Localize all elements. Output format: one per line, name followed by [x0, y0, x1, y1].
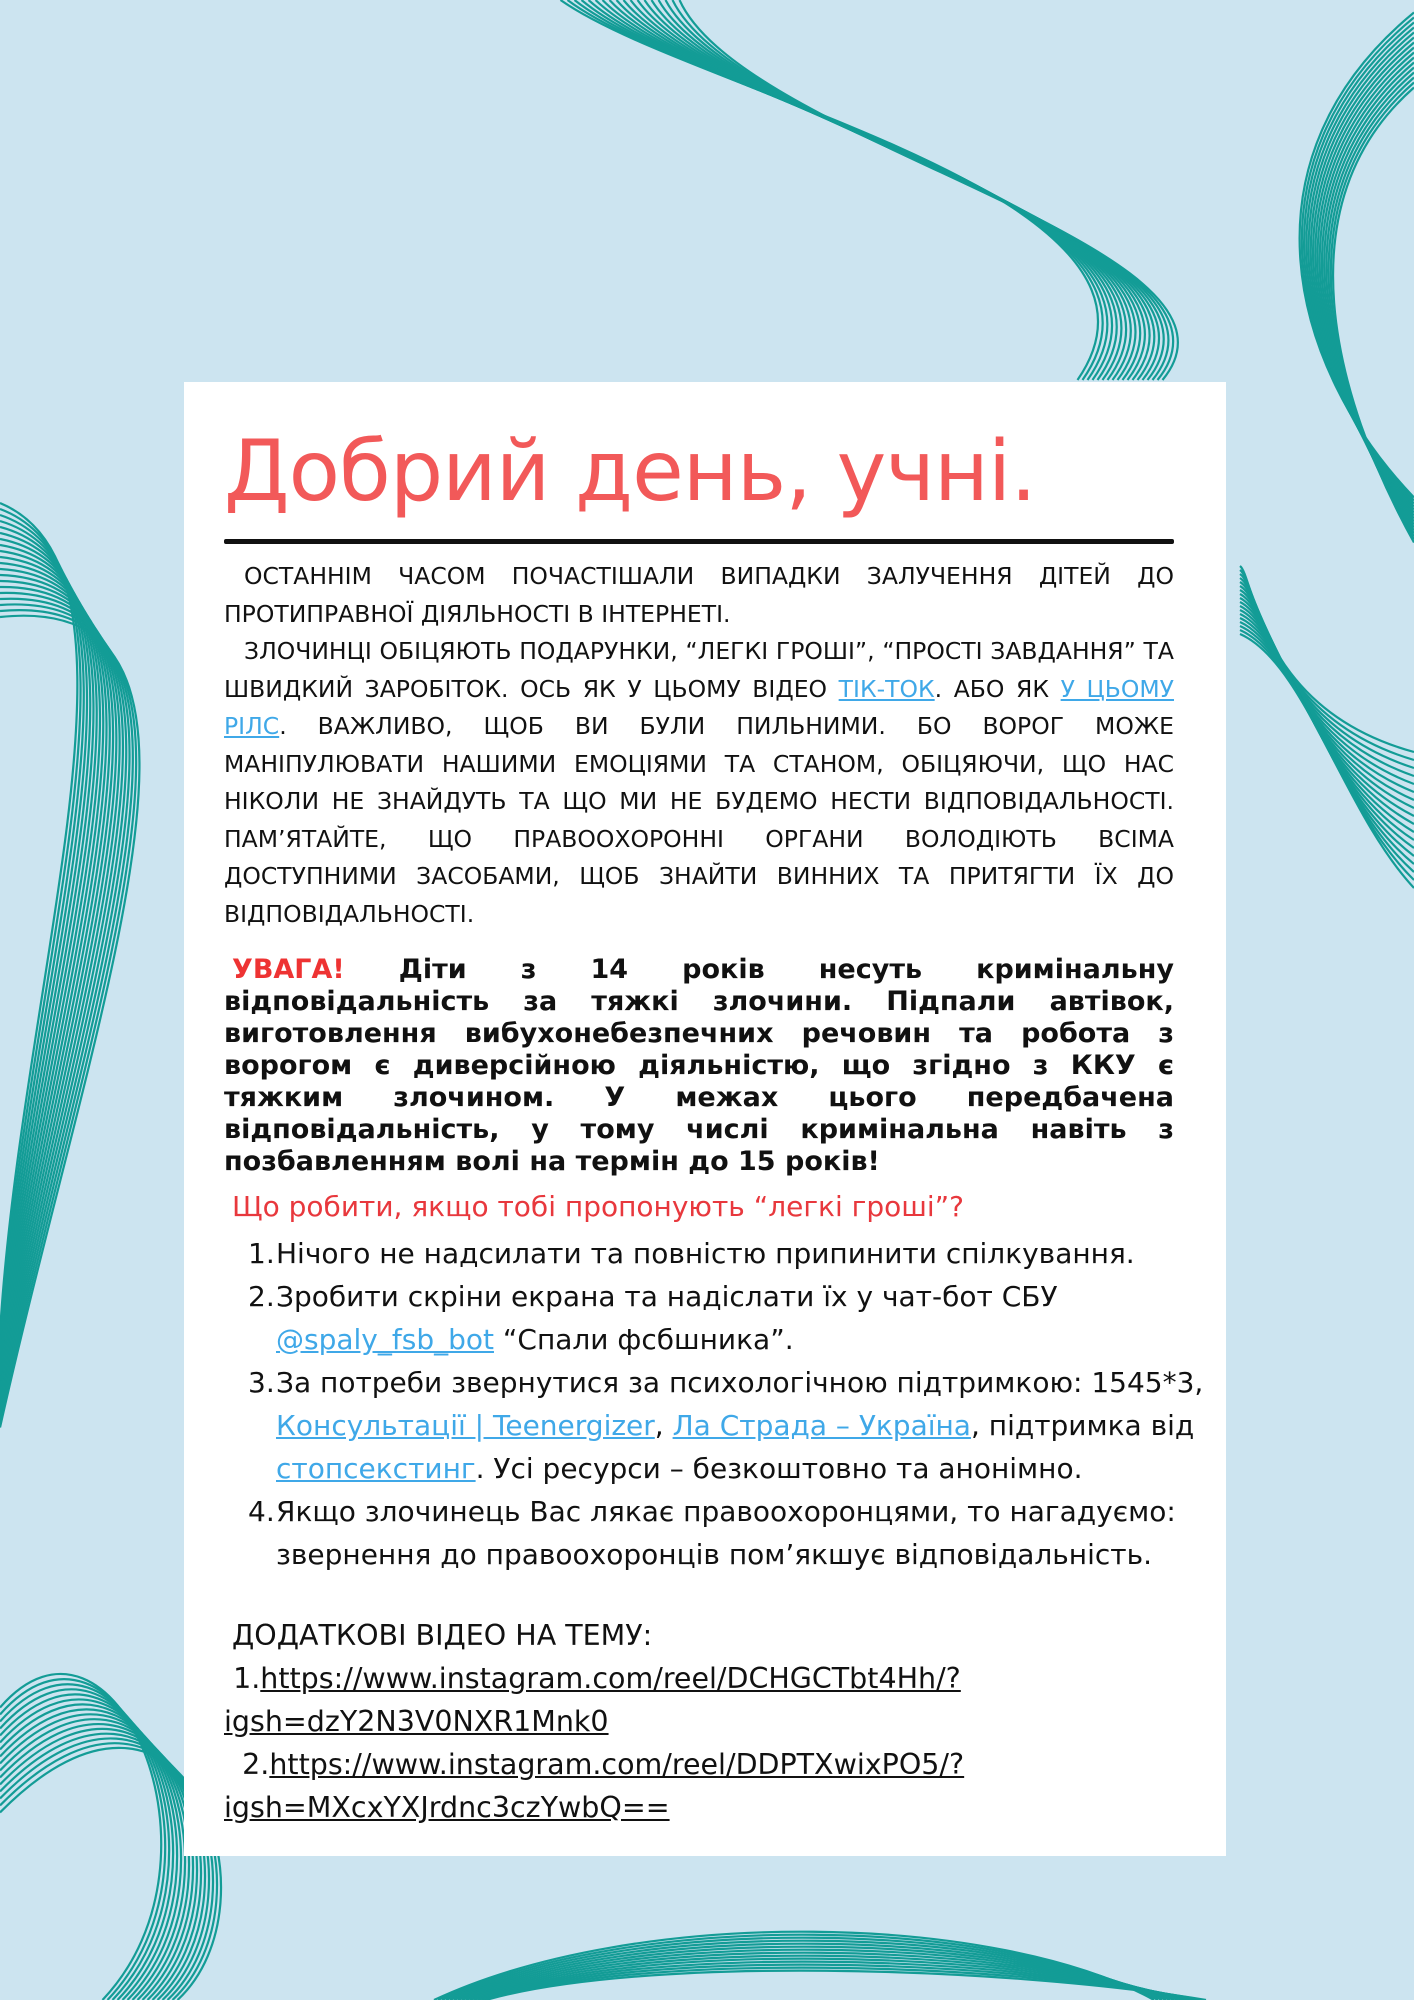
video-number: 2. [242, 1748, 270, 1781]
wave-line-right-mid [1240, 590, 1414, 800]
wave-line-top [666, 0, 1169, 380]
step-text: Якщо злочинець Вас лякає правоохоронцями, то нагадуємо: звернення до правоохоронців пом’якшує відповідальність. [276, 1495, 1176, 1571]
list-number: 4. [248, 1495, 275, 1528]
video-link-item [224, 1657, 1204, 1700]
wave-line-right [1324, 68, 1414, 531]
stopsexting-link[interactable]: стопсекстинг [276, 1452, 476, 1485]
step-separator: , [654, 1409, 673, 1442]
intro-paragraph-2 [224, 633, 1174, 933]
wave-line-right-mid [1240, 630, 1414, 880]
tiktok-link[interactable]: ТІК-ТОК [838, 674, 935, 703]
wave-line-right-mid [1240, 582, 1414, 784]
list-item [224, 1232, 1204, 1275]
wave-line-top [652, 0, 1160, 380]
la-strada-link[interactable]: Ла Страда – Україна [672, 1409, 971, 1442]
title-divider [224, 539, 1174, 544]
step-separator: , підтримка від [970, 1409, 1195, 1442]
wave-line-right-mid [1240, 586, 1414, 792]
intro-text [224, 558, 1174, 933]
list-number: 2. [248, 1280, 275, 1313]
wave-line-top [568, 0, 1103, 380]
warning-text: Діти з 14 років несуть кримінальну відповідальність за тяжкі злочини. Підпали автівок, виготовлення вибухонебезпечних речовин та робота з ворогом є диверсійною діяльністю, що згідно з ККУ є тяжким злочином. У межах цього передбачена відповідальність, у тому числі кримінальна навіть з позбавленням волі на термін до 15 років! [224, 954, 1174, 1177]
list-item [224, 1361, 1204, 1490]
step-text: Нічого не надсилати та повністю припинити спілкування. [276, 1237, 1135, 1270]
wave-line-bottom-left [0, 1674, 161, 2000]
video-number: 1. [233, 1662, 261, 1695]
video-link-item [224, 1786, 1204, 1829]
sbu-bot-link[interactable]: @spaly_fsb_bot [276, 1323, 494, 1356]
video-link-2-part-1[interactable]: https://www.instagram.com/reel/DDPTXwixPO5/? [269, 1748, 965, 1781]
list-item [224, 1490, 1204, 1576]
warning-label: УВАГА! [232, 954, 345, 985]
video-link-item [224, 1700, 1204, 1743]
intro-text-start: ЗЛОЧИНЦІ ОБІЦЯЮТЬ ПОДАРУНКИ, “ЛЕГКІ ГРОШІ”, “ПРОСТІ ЗАВДАННЯ” ТА ШВИДКИЙ ЗАРОБІТОК. ОСЬ ЯК У ЦЬОМУ ВІДЕО [224, 637, 1174, 703]
letter-card [184, 382, 1226, 1856]
list-number: 1. [248, 1237, 275, 1270]
intro-paragraph-1: ОСТАННІМ ЧАСОМ ПОЧАСТІШАЛИ ВИПАДКИ ЗАЛУЧЕННЯ ДІТЕЙ ДО ПРОТИПРАВНОЇ ДІЯЛЬНОСТІ В ІНТЕРНЕТІ. [224, 562, 1174, 628]
step-text-after: . Усі ресурси – безкоштовно та анонімно. [475, 1452, 1083, 1485]
video-link-item [224, 1743, 1204, 1786]
intro-text-mid: . АБО ЯК [934, 674, 1061, 703]
teenergizer-link[interactable]: Консультації | Teenergizer [276, 1409, 655, 1442]
video-link-1-part-1[interactable]: https://www.instagram.com/reel/DCHGCTbt4Hh/? [260, 1662, 961, 1695]
wave-line-top [617, 0, 1136, 380]
reels-link[interactable]: У ЦЬОМУ РІЛС [224, 674, 1174, 740]
wave-line-right [1322, 63, 1414, 528]
video-link-2-part-2[interactable]: igsh=MXcxYXJrdnc3czYwbQ== [224, 1791, 670, 1824]
step-text: За потреби звернутися за психологічною підтримкою: 1545*3, [276, 1366, 1204, 1399]
wave-line-top [582, 0, 1113, 380]
extra-videos-heading: ДОДАТКОВІ ВІДЕО НА ТЕМУ: [232, 1619, 653, 1652]
wave-line-top [589, 0, 1117, 380]
step-text-after: “Спали фсбшника”. [493, 1323, 794, 1356]
wave-line-top [575, 0, 1108, 380]
list-item [224, 1275, 1204, 1361]
steps-list [224, 1232, 1204, 1576]
question-heading: Що робити, якщо тобі пропонують “легкі гроші”? [232, 1190, 965, 1223]
extra-videos [224, 1614, 1204, 1829]
warning-block [224, 954, 1174, 1178]
wave-line-top [659, 0, 1164, 380]
list-number: 3. [248, 1366, 275, 1399]
warning-paragraph [224, 954, 1174, 1178]
wave-line-right [1333, 88, 1414, 543]
intro-text-end: . ВАЖЛИВО, ЩОБ ВИ БУЛИ ПИЛЬНИМИ. БО ВОРОГ МОЖЕ МАНІПУЛЮВАТИ НАШИМИ ЕМОЦІЯМИ ТА СТАНОМ, ОБІЦЯЮЧИ, ЩО НАС НІКОЛИ НЕ ЗНАЙДУТЬ ТА ЩО МИ НЕ БУДЕМО НЕСТИ ВІДПОВІДАЛЬНОСТІ. ПАМ’ЯТАЙТЕ, ЩО ПРАВООХОРОННІ ОРГАНИ ВОЛОДІЮТЬ ВСІМА ДОСТУПНИМИ ЗАСОБАМИ, ЩОБ ЗНАЙТИ ВИННИХ ТА ПРИТЯГТИ ЇХ ДО ВІДПОВІДАЛЬНОСТІ. [224, 712, 1174, 928]
page-title: Добрий день, учні. [224, 422, 1036, 520]
video-link-1-part-2[interactable]: igsh=dzY2N3V0NXR1Mnk0 [224, 1705, 609, 1738]
step-text: Зробити скріни екрана та надіслати їх у чат-бот СБУ [276, 1280, 1058, 1313]
wave-line-top [561, 0, 1099, 380]
